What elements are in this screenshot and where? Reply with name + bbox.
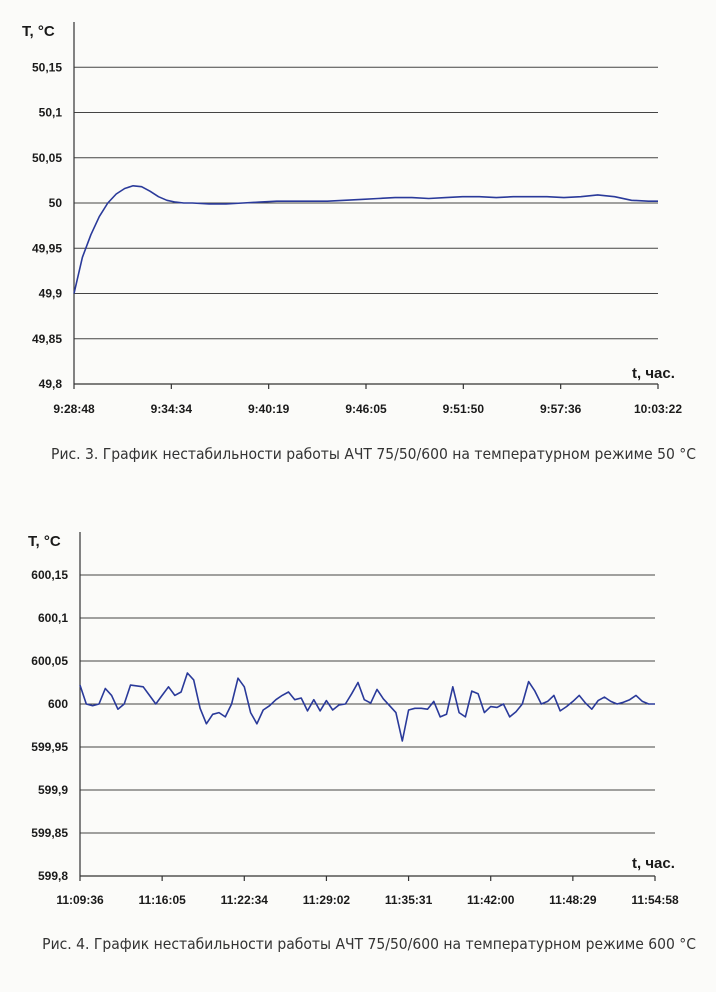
y-tick-label: 599,85 bbox=[31, 826, 68, 840]
x-tick-label: 11:09:36 bbox=[56, 893, 104, 907]
series-line-1 bbox=[80, 673, 655, 741]
x-tick-label: 11:48:29 bbox=[549, 893, 597, 907]
x-tick-label: 9:34:34 bbox=[150, 402, 193, 416]
x-tick-label: 9:46:05 bbox=[345, 402, 387, 416]
figure-caption-2: Рис. 4. График нестабильности работы АЧТ 75/50/600 на температурном режиме 600 °С bbox=[42, 935, 696, 953]
y-tick-label: 599,8 bbox=[37, 869, 68, 883]
x-axis-title: t, час. bbox=[632, 855, 675, 872]
series-line-1 bbox=[74, 186, 658, 294]
y-tick-label: 49,9 bbox=[38, 286, 62, 301]
x-tick-label: 9:28:48 bbox=[53, 402, 95, 416]
chart-2 bbox=[0, 510, 716, 930]
x-tick-label: 9:57:36 bbox=[539, 402, 582, 416]
x-tick-label: 11:35:31 bbox=[384, 893, 433, 907]
chart-1 bbox=[0, 0, 716, 440]
y-tick-label: 50,15 bbox=[31, 60, 62, 75]
y-tick-label: 50,05 bbox=[31, 150, 62, 165]
y-tick-label: 49,85 bbox=[31, 331, 62, 346]
y-tick-label: 599,95 bbox=[31, 740, 68, 754]
y-tick-label: 600 bbox=[47, 697, 68, 711]
x-tick-label: 9:51:50 bbox=[442, 402, 485, 416]
y-tick-label: 600,05 bbox=[31, 654, 68, 668]
x-tick-label: 11:29:02 bbox=[302, 893, 351, 907]
x-tick-label: 11:16:05 bbox=[138, 893, 186, 907]
x-tick-label: 11:42:00 bbox=[467, 893, 515, 907]
x-tick-label: 9:40:19 bbox=[247, 402, 290, 416]
x-tick-label: 10:03:22 bbox=[633, 402, 683, 416]
y-tick-label: 49,95 bbox=[31, 241, 62, 256]
y-tick-label: 49,8 bbox=[38, 377, 62, 391]
y-tick-label: 599,9 bbox=[37, 783, 68, 797]
x-axis-title: t, час. bbox=[632, 365, 675, 382]
x-tick-label: 11:22:34 bbox=[220, 893, 268, 907]
y-tick-label: 50,1 bbox=[38, 105, 62, 120]
y-axis-title: T, °C bbox=[22, 23, 55, 40]
y-axis-title: T, °C bbox=[28, 533, 61, 550]
y-tick-label: 600,1 bbox=[37, 611, 68, 625]
y-tick-label: 50 bbox=[48, 196, 62, 210]
x-tick-label: 11:54:58 bbox=[631, 893, 679, 907]
figure-caption-1: Рис. 3. График нестабильности работы АЧТ 75/50/600 на температурном режиме 50 °С bbox=[51, 445, 696, 463]
y-tick-label: 600,15 bbox=[31, 568, 68, 582]
